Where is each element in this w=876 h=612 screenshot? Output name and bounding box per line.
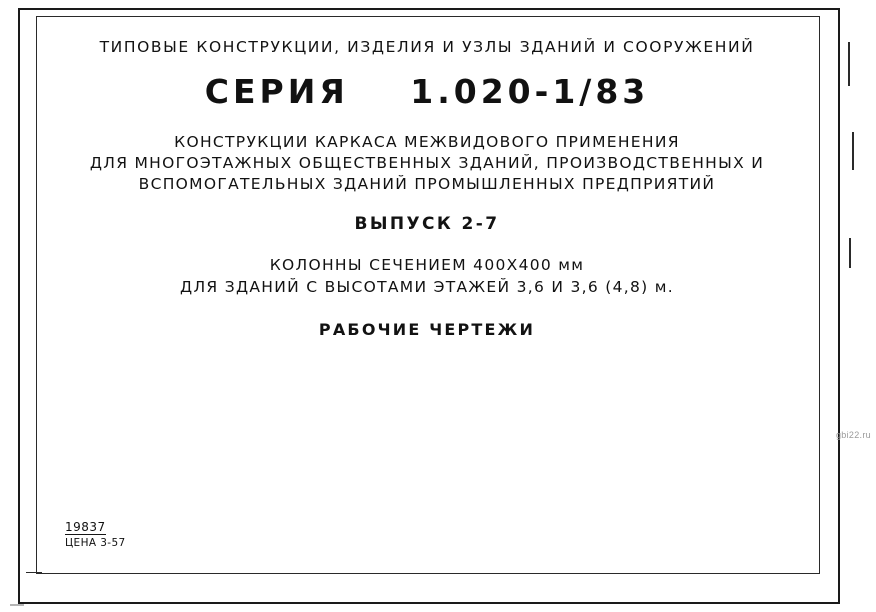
issue-number: ВЫПУСК 2-7 xyxy=(354,214,500,234)
product-description-line-1: КОЛОННЫ СЕЧЕНИЕМ 400Х400 мм xyxy=(269,256,585,274)
scan-artifact-mark xyxy=(849,238,851,268)
archive-code: 19837 xyxy=(65,520,106,534)
series-number: 1.020-1/83 xyxy=(410,72,650,111)
scan-artifact-mark xyxy=(10,604,24,606)
subtitle-line-3: ВСПОМОГАТЕЛЬНЫХ ЗДАНИЙ ПРОМЫШЛЕННЫХ ПРЕДПРИЯТИЙ xyxy=(138,175,716,193)
scan-artifact-mark xyxy=(26,572,42,573)
document-subtitle xyxy=(40,132,814,195)
product-description xyxy=(40,254,814,298)
archive-stamp xyxy=(65,520,126,549)
document-type-label: РАБОЧИЕ ЧЕРТЕЖИ xyxy=(318,320,536,339)
subtitle-line-1: КОНСТРУКЦИИ КАРКАСА МЕЖВИДОВОГО ПРИМЕНЕНИЯ xyxy=(174,133,680,151)
title-page-content xyxy=(40,22,814,568)
watermark-text: gbi22.ru xyxy=(836,430,871,440)
scan-artifact-mark xyxy=(848,42,850,86)
scan-artifact-mark xyxy=(852,132,854,170)
subtitle-line-2: ДЛЯ МНОГОЭТАЖНЫХ ОБЩЕСТВЕННЫХ ЗДАНИЙ, ПРОИЗВОДСТВЕННЫХ И xyxy=(89,154,765,172)
document-category-heading: ТИПОВЫЕ КОНСТРУКЦИИ, ИЗДЕЛИЯ И УЗЛЫ ЗДАНИЙ И СООРУЖЕНИЙ xyxy=(99,38,755,56)
product-description-line-2: ДЛЯ ЗДАНИЙ С ВЫСОТАМИ ЭТАЖЕЙ 3,6 И 3,6 (4,8) м. xyxy=(180,278,674,296)
series-label: СЕРИЯ xyxy=(204,72,349,111)
archive-price: ЦЕНА 3-57 xyxy=(65,537,126,549)
series-heading xyxy=(40,72,814,111)
